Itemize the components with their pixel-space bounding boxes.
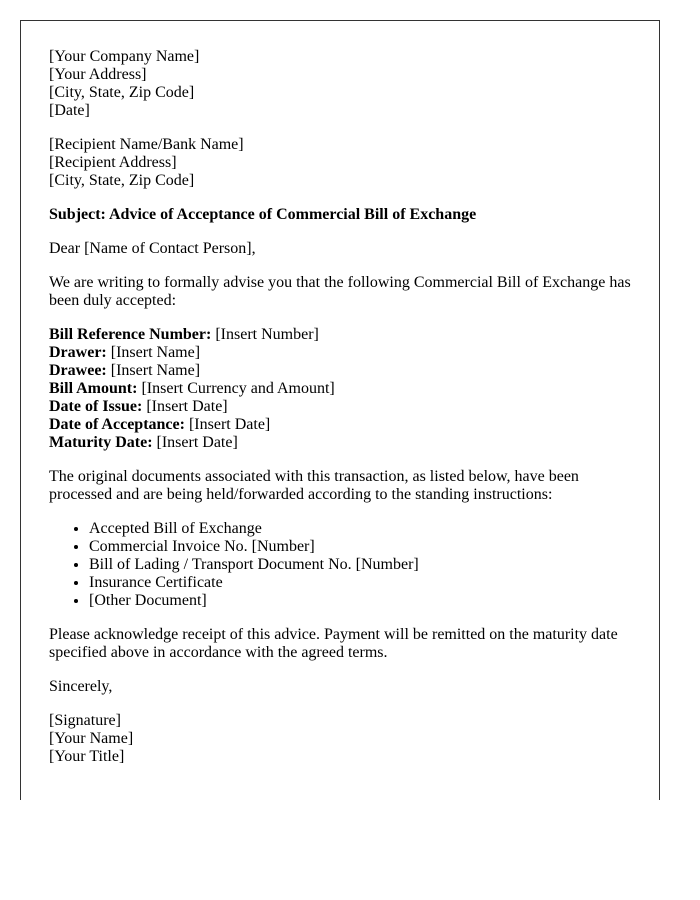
documents-list <box>49 520 631 610</box>
detail-label: Bill Amount: <box>49 380 138 397</box>
detail-value: [Insert Name] <box>106 362 201 379</box>
detail-value: [Insert Date] <box>152 434 238 451</box>
letter-page <box>20 20 660 800</box>
detail-label: Maturity Date: <box>49 434 153 451</box>
sender-address: [Your Address] <box>49 66 147 83</box>
sender-block <box>49 48 631 120</box>
detail-value: [Insert Name] <box>106 344 201 361</box>
sender-city: [City, State, Zip Code] <box>49 84 195 101</box>
recipient-name: [Recipient Name/Bank Name] <box>49 136 244 153</box>
recipient-address: [Recipient Address] <box>49 154 177 171</box>
recipient-block <box>49 136 631 190</box>
signature: [Signature] <box>49 712 121 729</box>
closing-paragraph: Please acknowledge receipt of this advice. Payment will be remitted on the maturity date specified above in accordance with the agreed terms. <box>49 626 618 661</box>
signature-block <box>49 712 631 766</box>
list-item: • Insurance Certificate <box>89 574 631 592</box>
signer-title: [Your Title] <box>49 748 125 765</box>
salutation: Dear [Name of Contact Person], <box>49 240 256 257</box>
detail-value: [Insert Date] <box>184 416 271 433</box>
bill-details <box>49 326 631 452</box>
list-item: • Accepted Bill of Exchange <box>89 520 631 538</box>
detail-label: Date of Acceptance: <box>49 416 185 433</box>
sender-company: [Your Company Name] <box>49 48 200 65</box>
documents-intro: The original documents associated with this transaction, as listed below, have been processed and are being held/forwarded according to the standing instructions: <box>49 468 579 503</box>
recipient-city: [City, State, Zip Code] <box>49 172 195 189</box>
detail-value: [Insert Currency and Amount] <box>137 380 335 397</box>
signer-name: [Your Name] <box>49 730 134 747</box>
detail-label: Drawer: <box>49 344 107 361</box>
list-item: • [Other Document] <box>89 592 631 610</box>
intro-paragraph: We are writing to formally advise you that the following Commercial Bill of Exchange has been duly accepted: <box>49 274 631 309</box>
detail-label: Bill Reference Number: <box>49 326 212 343</box>
detail-label: Date of Issue: <box>49 398 143 415</box>
signoff: Sincerely, <box>49 678 113 695</box>
detail-label: Drawee: <box>49 362 107 379</box>
letter-date: [Date] <box>49 102 90 119</box>
list-item: • Bill of Lading / Transport Document No. [Number] <box>89 556 631 574</box>
detail-value: [Insert Date] <box>142 398 228 415</box>
detail-value: [Insert Number] <box>211 326 319 343</box>
subject-line: Subject: Advice of Acceptance of Commercial Bill of Exchange <box>49 206 477 223</box>
list-item: • Commercial Invoice No. [Number] <box>89 538 631 556</box>
